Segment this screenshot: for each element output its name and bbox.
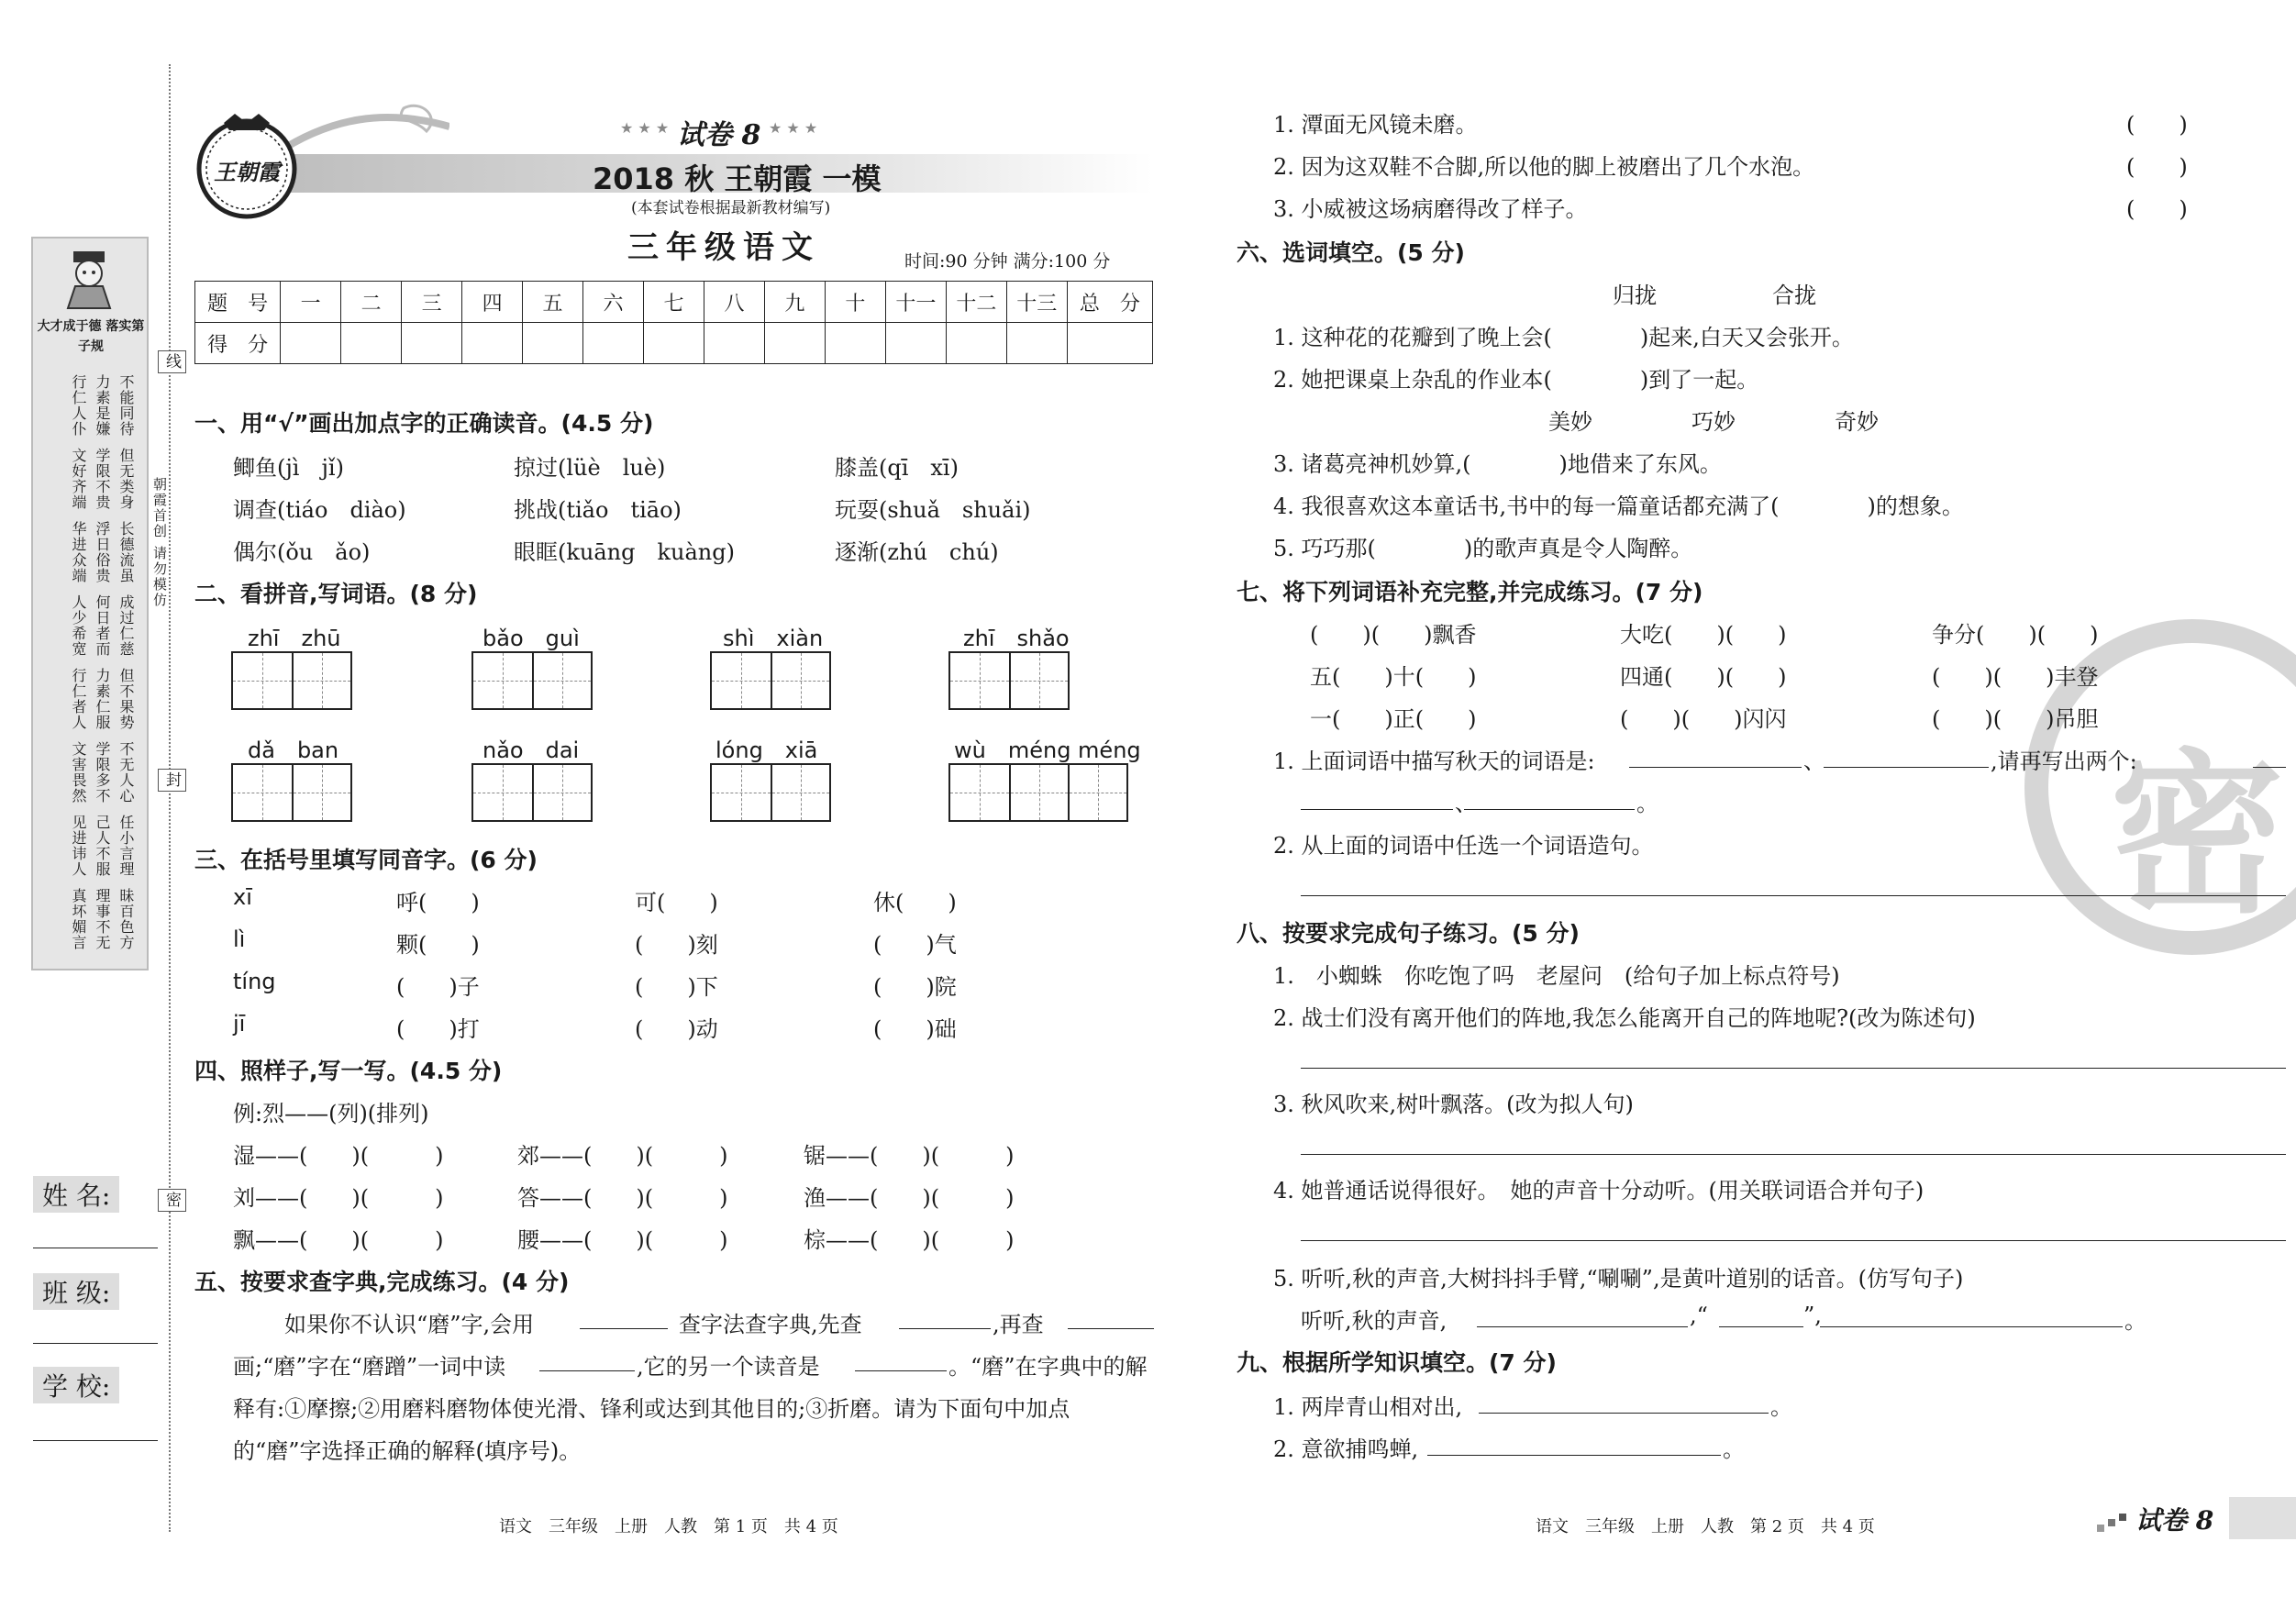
answer-paren[interactable]: ( ) xyxy=(2126,196,2188,222)
answer-line[interactable] xyxy=(1629,767,1802,768)
score-table-score-row xyxy=(195,323,1153,364)
score-header-cell: 四 xyxy=(462,282,523,323)
motto-column: 何日者而 xyxy=(94,594,111,657)
s7-question-1: 1. 上面词语中描写秋天的词语是: xyxy=(1273,749,1595,774)
answer-line[interactable] xyxy=(1427,1455,1721,1456)
s3-pinyin: lì xyxy=(233,926,246,952)
motto-column: 真坏媚言 xyxy=(70,888,87,950)
motto-column: 昧百色方 xyxy=(117,888,135,950)
score-header-cell: 八 xyxy=(704,282,764,323)
writing-grid[interactable] xyxy=(471,651,593,710)
score-header-cell: 十 xyxy=(825,282,885,323)
writing-grid[interactable] xyxy=(710,763,831,822)
field-class-input[interactable] xyxy=(33,1343,158,1344)
section-2-title: 二、看拼音,写词语。(8 分) xyxy=(194,581,478,607)
s3-blank[interactable]: 呼( ) xyxy=(396,890,480,915)
cut-label-line: 线 xyxy=(158,350,186,373)
pinyin-label: nǎo dai xyxy=(482,738,580,763)
scholar-figure xyxy=(57,246,121,310)
motto-column: 见进讳人 xyxy=(70,815,87,877)
s8-q5-quote-close: ”, xyxy=(1803,1303,1822,1328)
s3-blank[interactable]: ( )气 xyxy=(873,932,957,958)
s1-item[interactable]: 逐渐(zhú chú) xyxy=(835,539,999,565)
s7-question-2: 2. 从上面的词语中任选一个词语造句。 xyxy=(1273,833,1654,859)
s3-blank[interactable]: 休( ) xyxy=(873,890,957,915)
s8-question-2: 2. 战士们没有离开他们的阵地,我怎么能离开自己的阵地呢?(改为陈述句) xyxy=(1273,1005,1976,1031)
s1-item[interactable]: 偶尔(ǒu ǎo) xyxy=(233,539,371,565)
motto-column: 华进众端 xyxy=(70,521,87,583)
s8-question-5: 5. 听听,秋的声音,大树抖抖手臂,“唰唰”,是黄叶道别的话音。(仿写句子) xyxy=(1273,1266,1964,1292)
s3-blank[interactable]: ( )院 xyxy=(873,974,957,1000)
score-header-cell: 二 xyxy=(341,282,402,323)
s5-para-2a: 画;“磨”字在“磨蹭”一词中读 xyxy=(233,1354,506,1380)
s4-item[interactable]: 腰——( )( ) xyxy=(517,1227,728,1253)
field-class-label: 班 级: xyxy=(33,1273,119,1310)
s7-word[interactable]: ( )( )丰登 xyxy=(1932,664,2099,690)
s4-item[interactable]: 渔——( )( ) xyxy=(804,1185,1015,1211)
score-header-cell: 十一 xyxy=(885,282,946,323)
writing-grid[interactable] xyxy=(710,651,831,710)
writing-grid[interactable] xyxy=(231,763,352,822)
page-footer-left: 语文 三年级 上册 人教 第 1 页 共 4 页 xyxy=(499,1517,838,1536)
word-choice: 美妙 xyxy=(1548,409,1592,435)
motto-column: 成过仁慈 xyxy=(117,594,135,657)
answer-line[interactable] xyxy=(1301,809,1453,810)
answer-paren[interactable]: ( ) xyxy=(2126,154,2188,180)
s3-blank[interactable]: ( )刻 xyxy=(635,932,718,958)
motto-column: 文害畏然 xyxy=(70,741,87,804)
s6-item[interactable]: 2. 她把课桌上杂乱的作业本( )到了一起。 xyxy=(1273,367,1759,393)
motto-column: 但无类身 xyxy=(117,448,135,510)
s9-end: 。 xyxy=(1770,1394,1792,1420)
s5-sub-item: 1. 潭面无风镜未磨。 xyxy=(1273,112,1478,138)
s1-item[interactable]: 鲫鱼(jì jǐ) xyxy=(233,455,344,481)
pinyin-label: bǎo guì xyxy=(482,626,580,651)
word-choice: 合拢 xyxy=(1772,283,1816,308)
score-header-cell: 总 分 xyxy=(1067,282,1152,323)
s7-end: 。 xyxy=(1636,791,1658,816)
s3-blank[interactable]: ( )打 xyxy=(396,1016,480,1042)
answer-line[interactable] xyxy=(1719,1326,1803,1327)
motto-column: 文好齐端 xyxy=(70,448,87,510)
score-input-cell[interactable] xyxy=(281,323,341,364)
s8-q5-end: 。 xyxy=(2124,1308,2146,1334)
field-school-label: 学 校: xyxy=(33,1367,119,1403)
motto-column: 浮日俗贵 xyxy=(94,521,111,583)
motto-column: 力素仁服 xyxy=(94,668,111,730)
s5-para-2c: 。“磨”在字典中的解 xyxy=(948,1354,1148,1380)
answer-line[interactable] xyxy=(1301,1154,2286,1155)
s8-question-1: 1. 小蜘蛛 你吃饱了吗 老屋问 (给句子加上标点符号) xyxy=(1273,963,1840,989)
section-9-title: 九、根据所学知识填空。(7 分) xyxy=(1237,1349,1557,1376)
s4-item[interactable]: 答——( )( ) xyxy=(517,1185,728,1211)
answer-line[interactable] xyxy=(1301,1240,2286,1241)
writing-grid[interactable] xyxy=(471,763,593,822)
s5-blank[interactable] xyxy=(855,1370,947,1371)
cut-label-seal: 封 xyxy=(158,769,186,792)
score-input-cell[interactable] xyxy=(764,323,825,364)
page-footer-right: 语文 三年级 上册 人教 第 2 页 共 4 页 xyxy=(1536,1517,1875,1536)
motto-column: 人少希宽 xyxy=(70,594,87,657)
s7-word[interactable]: ( )( )飘香 xyxy=(1310,622,1477,648)
s3-blank[interactable]: ( )子 xyxy=(396,974,480,1000)
s9-end: 。 xyxy=(1723,1436,1745,1462)
exam-note: (本套试卷根据最新教材编写) xyxy=(631,199,831,217)
score-input-cell[interactable] xyxy=(402,323,462,364)
score-header-cell: 十三 xyxy=(1006,282,1067,323)
cut-label-secret: 密 xyxy=(158,1189,186,1212)
s3-pinyin: xī xyxy=(233,884,252,910)
s6-item[interactable]: 4. 我很喜欢这本童话书,书中的每一篇童话都充满了( )的想象。 xyxy=(1273,494,1964,519)
field-name-label: 姓 名: xyxy=(33,1176,119,1213)
s8-question-3: 3. 秋风吹来,树叶飘落。(改为拟人句) xyxy=(1273,1092,1634,1117)
s7-word[interactable]: 四通( )( ) xyxy=(1620,664,1787,690)
s6-item[interactable]: 5. 巧巧那( )的歌声真是令人陶醉。 xyxy=(1273,536,1693,561)
score-header-cell: 七 xyxy=(644,282,704,323)
s3-blank[interactable]: ( )动 xyxy=(635,1016,718,1042)
time-info: 时间:90 分钟 满分:100 分 xyxy=(904,251,1111,272)
word-choice: 奇妙 xyxy=(1835,409,1879,435)
answer-line[interactable] xyxy=(1479,1413,1769,1414)
s7-word[interactable]: ( )( )闪闪 xyxy=(1620,706,1787,732)
s5-para-2b: ,它的另一个读音是 xyxy=(637,1354,820,1380)
s1-item[interactable]: 掠过(lüè luè) xyxy=(514,455,666,481)
badge-stars-left: ★ ★ ★ xyxy=(620,119,670,137)
score-input-cell[interactable] xyxy=(704,323,764,364)
writing-grid[interactable] xyxy=(948,763,1128,822)
s4-item[interactable]: 郊——( )( ) xyxy=(517,1143,728,1169)
s5-blank[interactable] xyxy=(899,1328,991,1329)
pinyin-label: zhī shǎo xyxy=(963,626,1070,651)
motto-column: 行仁者人 xyxy=(70,668,87,730)
s7-word[interactable]: 大吃( )( ) xyxy=(1620,622,1787,648)
s5-blank[interactable] xyxy=(1068,1328,1154,1329)
s5-para-3: 释有:①摩擦;②用磨料磨物体使光滑、锋利或达到其他目的;③折磨。请为下面句中加点 xyxy=(233,1396,1070,1422)
section-5-title: 五、按要求查字典,完成练习。(4 分) xyxy=(194,1269,570,1295)
score-header-cell: 一 xyxy=(281,282,341,323)
s4-item[interactable]: 锯——( )( ) xyxy=(804,1143,1015,1169)
answer-line[interactable] xyxy=(2253,767,2286,768)
score-input-cell[interactable] xyxy=(583,323,644,364)
pinyin-label: shì xiàn xyxy=(723,626,824,651)
motto-column: 学限多不 xyxy=(94,741,111,804)
badge-stars-right: ★ ★ ★ xyxy=(769,119,818,137)
s4-item[interactable]: 飘——( )( ) xyxy=(233,1227,444,1253)
s4-example: 例:烈——(列)(排列) xyxy=(233,1101,429,1126)
score-table-header-row xyxy=(195,282,1153,323)
score-input-cell[interactable] xyxy=(1006,323,1067,364)
s1-item[interactable]: 玩耍(shuǎ shuǎi) xyxy=(835,497,1031,523)
s1-item[interactable]: 眼眶(kuāng kuàng) xyxy=(514,539,735,565)
section-7-title: 七、将下列词语补充完整,并完成练习。(7 分) xyxy=(1237,579,1703,605)
s6-item[interactable]: 1. 这种花的花瓣到了晚上会( )起来,白天又会张开。 xyxy=(1273,325,1854,350)
score-input-cell[interactable] xyxy=(1067,323,1152,364)
s3-pinyin: tíng xyxy=(233,969,276,994)
subject-title: 三年级语文 xyxy=(627,229,820,266)
s7-separator: 、 xyxy=(1455,791,1477,816)
score-header-cell: 三 xyxy=(402,282,462,323)
s6-item[interactable]: 3. 诸葛亮神机妙算,( )地借来了东风。 xyxy=(1273,451,1722,477)
section-6-title: 六、选词填空。(5 分) xyxy=(1237,239,1465,266)
s3-blank[interactable]: 颗( ) xyxy=(396,932,480,958)
s5-para-1b: 查字法查字典,先查 xyxy=(679,1312,862,1337)
s3-blank[interactable]: ( )础 xyxy=(873,1016,957,1042)
binding-dotted-line xyxy=(169,64,171,1532)
score-input-cell[interactable] xyxy=(462,323,523,364)
score-header-cell: 十二 xyxy=(946,282,1006,323)
motto-column: 力素是嫌 xyxy=(94,374,111,437)
answer-line[interactable] xyxy=(1824,767,1989,768)
s7-word[interactable]: 一( )正( ) xyxy=(1310,706,1477,732)
motto-column: 不能同待 xyxy=(117,374,135,437)
answer-line[interactable] xyxy=(1477,1326,1688,1327)
exam-badge: 试卷 8 xyxy=(677,119,761,151)
s5-sub-item: 3. 小威被这场病磨得改了样子。 xyxy=(1273,196,1588,222)
s3-pinyin: jī xyxy=(233,1011,246,1037)
s7-word[interactable]: 争分( )( ) xyxy=(1932,622,2099,648)
score-header-cell: 六 xyxy=(583,282,644,323)
field-school-input[interactable] xyxy=(33,1440,158,1441)
s7-word[interactable]: ( )( )吊胆 xyxy=(1932,706,2099,732)
motto-column: 任小言理 xyxy=(117,815,135,877)
logo-text: 王朝霞 xyxy=(214,159,280,185)
answer-line[interactable] xyxy=(1820,1326,2123,1327)
answer-line[interactable] xyxy=(1301,1068,2286,1069)
s9-question-1: 1. 两岸青山相对出, xyxy=(1273,1394,1463,1420)
s5-sub-item: 2. 因为这双鞋不合脚,所以他的脚上被磨出了几个水泡。 xyxy=(1273,154,1815,180)
section-1-title: 一、用“√”画出加点字的正确读音。(4.5 分) xyxy=(194,410,654,437)
corner-dots xyxy=(2097,1512,2128,1536)
section-4-title: 四、照样子,写一写。(4.5 分) xyxy=(194,1058,503,1084)
s4-item[interactable]: 湿——( )( ) xyxy=(233,1143,444,1169)
motto-columns xyxy=(40,374,141,961)
section-3-title: 三、在括号里填写同音字。(6 分) xyxy=(194,847,538,873)
pinyin-label: zhī zhū xyxy=(248,626,341,651)
vertical-note: 朝霞首创 请勿模仿 xyxy=(151,477,168,608)
section-8-title: 八、按要求完成句子练习。(5 分) xyxy=(1237,920,1580,947)
s4-item[interactable]: 刘——( )( ) xyxy=(233,1185,444,1211)
score-header-label: 题 号 xyxy=(195,282,281,323)
corner-badge: 试卷 8 xyxy=(2135,1505,2214,1536)
s7-separator: 、 xyxy=(1803,749,1825,774)
motto-column: 长德流虽 xyxy=(117,521,135,583)
word-choice: 归拢 xyxy=(1613,283,1657,308)
answer-line[interactable] xyxy=(1464,809,1635,810)
s3-blank[interactable]: 可( ) xyxy=(635,890,718,915)
score-input-cell[interactable] xyxy=(946,323,1006,364)
s5-para-1c: ,再查 xyxy=(993,1312,1044,1337)
score-input-cell[interactable] xyxy=(885,323,946,364)
score-input-cell[interactable] xyxy=(825,323,885,364)
s8-question-4: 4. 她普通话说得很好。 她的声音十分动听。(用关联词语合并句子) xyxy=(1273,1178,1924,1203)
writing-grid[interactable] xyxy=(231,651,352,710)
motto-column: 不无人心 xyxy=(117,741,135,804)
s1-item[interactable]: 调查(tiáo diào) xyxy=(233,497,406,523)
pinyin-label: wù méng méng xyxy=(954,738,1141,763)
s8-q5-prefix: 听听,秋的声音, xyxy=(1301,1308,1447,1334)
motto-column: 行仁人仆 xyxy=(70,374,87,437)
pinyin-label: lóng xiā xyxy=(715,738,818,763)
word-choice: 巧妙 xyxy=(1691,409,1736,435)
motto-column: 学限不贵 xyxy=(94,448,111,510)
s4-item[interactable]: 棕——( )( ) xyxy=(804,1227,1015,1253)
motto-top: 大才成于德 落实第子规 xyxy=(37,319,145,354)
s3-blank[interactable]: ( )下 xyxy=(635,974,718,1000)
score-input-cell[interactable] xyxy=(523,323,583,364)
s7-word[interactable]: 五( )十( ) xyxy=(1310,664,1477,690)
score-input-cell[interactable] xyxy=(644,323,704,364)
s9-question-2: 2. 意欲捕鸣蝉, xyxy=(1273,1436,1419,1462)
score-table xyxy=(194,281,1153,364)
score-row-label: 得 分 xyxy=(195,323,281,364)
score-header-cell: 五 xyxy=(523,282,583,323)
answer-line[interactable] xyxy=(1301,895,2286,896)
s7-question-1-cont: ,请再写出两个: xyxy=(1991,749,2137,774)
s5-para-1a: 如果你不认识“磨”字,会用 xyxy=(284,1312,535,1337)
s1-item[interactable]: 挑战(tiǎo tiāo) xyxy=(514,497,682,523)
pinyin-label: dǎ ban xyxy=(248,738,339,763)
watermark-char: 密 xyxy=(2110,734,2285,937)
score-input-cell[interactable] xyxy=(341,323,402,364)
s5-blank[interactable] xyxy=(539,1370,635,1371)
motto-column: 但不果势 xyxy=(117,668,135,730)
s8-q5-quote-open: ,“ xyxy=(1690,1303,1708,1328)
s1-item[interactable]: 膝盖(qī xī) xyxy=(835,455,959,481)
motto-column: 己人不服 xyxy=(94,815,111,877)
answer-paren[interactable]: ( ) xyxy=(2126,112,2188,138)
s5-blank[interactable] xyxy=(580,1328,668,1329)
motto-column: 理事不无 xyxy=(94,888,111,950)
corner-bar xyxy=(2229,1497,2296,1539)
writing-grid[interactable] xyxy=(948,651,1070,710)
s5-para-4: 的“磨”字选择正确的解释(填序号)。 xyxy=(233,1438,582,1464)
exam-title: 2018 秋 王朝霞 一模 xyxy=(593,161,882,196)
score-header-cell: 九 xyxy=(764,282,825,323)
